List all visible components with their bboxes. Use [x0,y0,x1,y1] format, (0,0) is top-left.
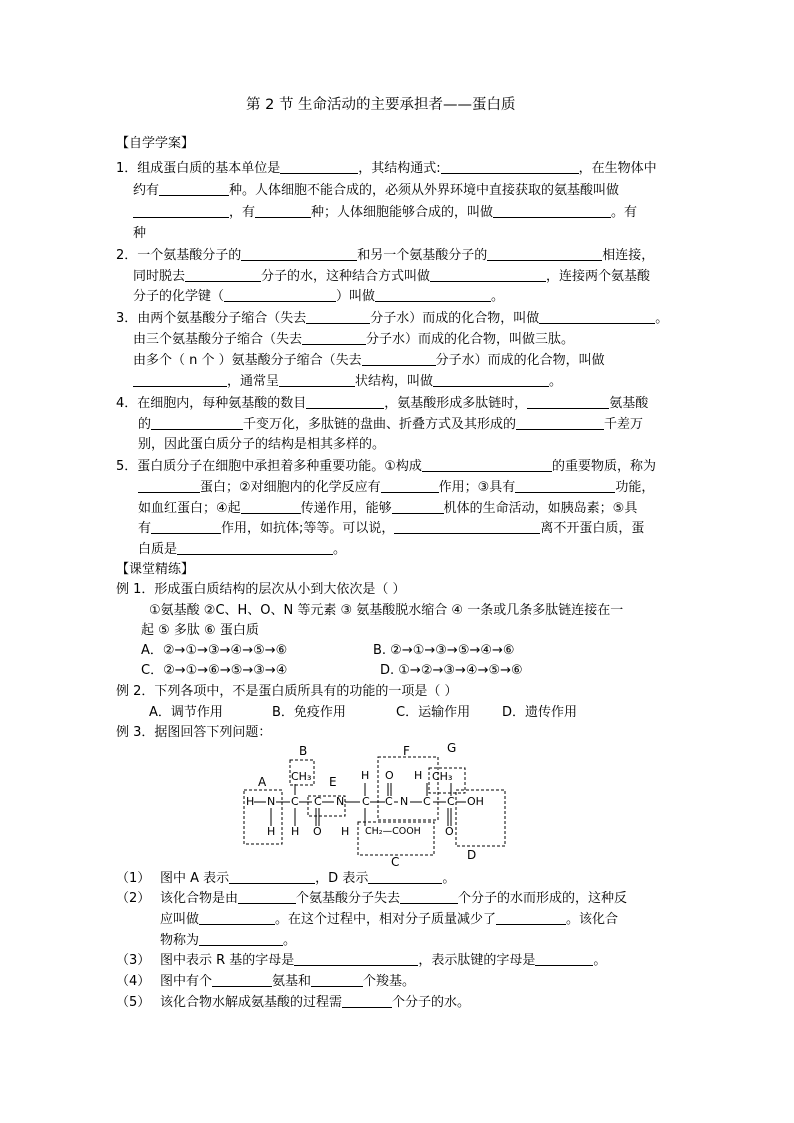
example-3-question-2-line-2: 应叫做 。在这个过程中，相对分子质量减少了 。该化合 [160,912,619,927]
atom-h-bottom-2: H [291,825,300,838]
question-4-line-1: 4．在细胞内，每种氨基酸的数目 ，氨基酸形成多肽链时， 氨基酸 [116,396,649,411]
blank[interactable] [212,972,272,987]
blank[interactable] [151,415,243,430]
blank[interactable] [255,203,311,218]
blank[interactable] [496,910,566,925]
blank[interactable] [159,181,229,196]
blank[interactable] [229,869,315,884]
question-2-line-2: 同时脱去 分子的水，这种结合方式叫做 ，连接两个氨基酸 [133,269,651,284]
blank[interactable] [441,159,579,174]
blank[interactable] [368,869,442,884]
atom-h-bottom-1: H [267,825,276,838]
atom-c-3: C [362,795,370,808]
example-3-question-4: （4） 图中有个 氨基和 个羧基。 [116,974,416,989]
example-1-option-a[interactable]: A．②→①→③→④→⑤→⑥ [141,643,288,658]
example-1-option-c[interactable]: C．②→①→⑥→⑤→③→④ [141,663,288,678]
atom-c-1: C [291,795,299,808]
blank[interactable] [279,372,355,387]
atom-r-group: CH₂—COOH [365,826,421,837]
blank[interactable] [151,519,221,534]
blank[interactable] [311,972,363,987]
example-2-option-c[interactable]: C．运输作用 [396,705,471,720]
question-3-line-2: 由三个氨基酸分子缩合（失去 分子水）而成的化合物，叫做三肽。 [133,332,575,347]
example-3-stem: 例 3．据图回答下列问题： [116,725,272,740]
blank[interactable] [238,889,296,904]
atom-c-5: C [423,795,431,808]
atom-h-top-1: H [361,769,370,782]
atom-c-6: C [447,795,455,808]
blank[interactable] [362,351,436,366]
question-5-line-1: 5．蛋白质分子在细胞中承担着多种重要功能。①构成 的重要物质，称为 [116,459,656,474]
atom-c-2: C [314,795,322,808]
atom-n-2: N [336,795,345,808]
atom-h-bottom-3: H [341,825,350,838]
blank[interactable] [375,287,491,302]
atom-c-4: C [385,795,393,808]
blank[interactable] [535,951,593,966]
blank[interactable] [133,203,229,218]
blank[interactable] [306,309,370,324]
blank[interactable] [487,246,602,261]
label-e: E [329,775,337,789]
question-1-line-1: 1．组成蛋白质的基本单位是 ，其结构通式: ，在生物体中 [116,161,657,176]
blank[interactable] [199,910,275,925]
example-3-question-2-line-3: 物称为 。 [160,933,297,948]
question-5-line-4: 有 作用，如抗体;等等。可以说， 离不开蛋白质，蛋 [138,521,645,536]
atom-h-main: H [246,795,255,808]
question-1-line-3: ，有 种；人体细胞能够合成的，叫做 。有 [133,203,637,223]
atom-o-top: O [385,769,394,782]
label-c: C [391,855,400,869]
blank[interactable] [302,330,366,345]
blank[interactable] [422,457,552,472]
blank[interactable] [342,993,392,1008]
blank[interactable] [185,267,261,282]
label-g: G [447,741,457,755]
blank[interactable] [199,931,283,946]
example-1-items-line-2: 起 ⑤ 多肽 ⑥ 蛋白质 [141,623,259,638]
blank[interactable] [381,478,439,493]
blank[interactable] [241,246,357,261]
example-3-question-2: （2） 该化合物是由 个氨基酸分子失去 个分子的水而形成的，这种反 [116,891,628,906]
blank[interactable] [493,203,611,218]
question-5-line-5: 白质是 。 [138,542,347,557]
atom-oh: OH [467,795,484,808]
question-2-line-1: 2．一个氨基酸分子的 和另一个氨基酸分子的 相连接， [116,248,655,263]
blank[interactable] [527,394,609,409]
atom-ch3-1: CH₃ [291,770,312,783]
blank[interactable] [430,267,546,282]
atom-n-3: N [400,795,409,808]
question-3-line-3: 由多个（ n 个 ）氨基酸分子缩合（失去 分子水）而成的化合物，叫做 [133,353,605,368]
atom-o-bottom-2: O [445,825,454,838]
question-1-line-4: 种 [133,226,147,241]
example-2-option-a[interactable]: A．调节作用 [149,705,223,720]
question-3-line-1: 3．由两个氨基酸分子缩合（失去 分子水）而成的化合物，叫做 。 [116,311,669,326]
question-4-line-3: 别，因此蛋白质分子的结构是相其多样的。 [138,437,386,452]
blank[interactable] [516,415,604,430]
blank[interactable] [241,499,301,514]
example-2-option-d[interactable]: D．遗传作用 [502,705,578,720]
blank[interactable] [392,499,444,514]
question-5-line-3: 如血红蛋白；④起 传递作用，能够 机体的生命活动，如胰岛素；⑤具 [138,501,638,516]
example-3-question-1: （1） 图中 A 表示 ，D 表示 。 [116,871,456,886]
example-1-items-line-1: ①氨基酸 ②C、H、O、N 等元素 ③ 氨基酸脱水缩合 ④ 一条或几条多肽链连接在一 [149,603,624,618]
label-d: D [467,848,477,862]
question-5-line-2: 蛋白；②对细胞内的化学反应有 作用；③具有 功能， [138,478,654,498]
section-heading-practice: 【课堂精练】 [116,562,195,577]
example-3-question-3: （3） 图中表示 R 基的字母是 ，表示肽键的字母是 。 [116,953,607,968]
blank[interactable] [138,478,200,493]
blank[interactable] [400,889,458,904]
example-3-question-5: （5） 该化合物水解成氨基酸的过程需 个分子的水。 [116,995,471,1010]
example-2-option-b[interactable]: B．免疫作用 [272,705,346,720]
blank[interactable] [394,519,540,534]
blank[interactable] [294,951,418,966]
label-b: B [299,744,308,758]
example-1-option-b[interactable]: B. ②→①→③→⑤→④→⑥ [373,643,515,658]
blank[interactable] [177,540,333,555]
page-title: 第 2 节 生命活动的主要承担者——蛋白质 [246,97,516,113]
blank[interactable] [224,287,336,302]
example-1-stem: 例 1．形成蛋白质结构的层次从小到大依次是（ ） [116,582,406,597]
atom-h-top-2: H [414,769,423,782]
blank[interactable] [515,478,615,493]
atom-n-1: N [267,795,276,808]
tripeptide-structure-diagram [236,741,512,869]
question-3-line-4: ，通常呈 状结构，叫做 。 [133,372,562,392]
atom-ch3-2: CH₃ [432,770,453,783]
blank[interactable] [433,372,549,387]
example-2-stem: 例 2．下列各项中，不是蛋白质所具有的功能的一项是（ ） [116,684,458,699]
blank[interactable] [133,372,227,387]
blank[interactable] [539,309,655,324]
atom-o-bottom-1: O [313,825,322,838]
example-1-option-d[interactable]: D. ①→②→③→④→⑤→⑥ [380,663,523,678]
question-2-line-3: 分子的化学键（ ）叫做 。 [133,289,505,304]
question-4-line-2: 的 千变万化，多肽链的盘曲、折叠方式及其形成的 千差万 [138,417,644,432]
label-f: F [403,744,410,758]
question-1-line-2: 约有 种。人体细胞不能合成的，必须从外界环境中直接获取的氨基酸叫做 [133,183,620,198]
section-heading-self-study: 【自学学案】 [116,136,195,151]
blank[interactable] [280,159,358,174]
blank[interactable] [306,394,384,409]
label-a: A [258,775,267,789]
